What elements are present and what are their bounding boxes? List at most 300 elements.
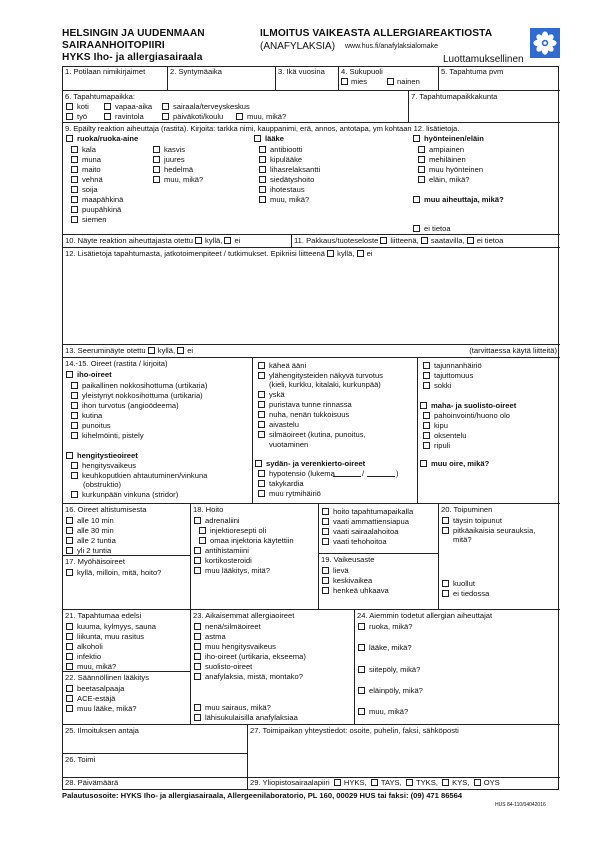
field-sample-taken: 10. Näyte reaktion aiheuttajasta otettu kyllä, ei: [63, 235, 292, 248]
label-skin-1: paikallinen nokkosihottuma (urtikaria): [82, 381, 208, 390]
label-food-3: maito: [82, 165, 101, 174]
label-prev-8: lähisukulaisilla anafylaksiaa: [205, 713, 298, 722]
label-food-11: hedelmä: [164, 165, 194, 174]
checkbox-cardio-1[interactable]: [258, 470, 265, 477]
checkbox-found-3[interactable]: [358, 666, 365, 673]
label-pre-2: liikunta, muu rasitus: [77, 632, 145, 641]
checkbox-serum-yes[interactable]: [148, 347, 155, 354]
section-onset: [63, 504, 191, 556]
label-resp-2: keuhkoputkien ahtautuminen/vinkuna: [82, 471, 208, 480]
checkbox-airway-5[interactable]: [258, 411, 265, 418]
label-airway-6: aivastelu: [269, 420, 299, 429]
label-onset-2: alle 30 min: [77, 526, 114, 535]
checkbox-skin-4[interactable]: [71, 412, 78, 419]
checkbox-food-2[interactable]: [71, 156, 78, 163]
label-previous-symptoms: 23. Aikaisemmat allergiaoireet: [193, 611, 295, 620]
checkbox-package-available[interactable]: [421, 237, 428, 244]
checkbox-drug-2[interactable]: [259, 156, 266, 163]
label-cardio: sydän- ja verenkierto-oireet: [266, 459, 366, 468]
checkbox-airway-4[interactable]: [258, 401, 265, 408]
checkbox-pre-4[interactable]: [66, 653, 73, 660]
org-name-line2: SAIRAANHOITOPIIRI: [62, 40, 165, 51]
checkbox-oys[interactable]: [474, 779, 481, 786]
label-gi-4: ripuli: [434, 441, 451, 450]
label-serum-yes: kyllä: [157, 346, 173, 355]
field-event-place: [63, 91, 409, 123]
label-leisure: vapaa-aika: [115, 102, 153, 111]
checkbox-tyks[interactable]: [406, 779, 413, 786]
checkbox-drug[interactable]: [254, 135, 261, 142]
label-gi-1: pahoinvointi/huono olo: [434, 411, 511, 420]
checkbox-skin[interactable]: [66, 371, 73, 378]
checkbox-pre-2[interactable]: [66, 633, 73, 640]
checkbox-food-10[interactable]: [153, 156, 160, 163]
field-municipality[interactable]: [409, 91, 560, 123]
checkbox-treat-3[interactable]: [199, 537, 206, 544]
checkbox-airway-7[interactable]: [258, 431, 265, 438]
checkbox-recovery-3[interactable]: [442, 580, 449, 587]
label-pre-1: kuuma, kylmyys, sauna: [77, 622, 156, 631]
checkbox-skin-6[interactable]: [71, 432, 78, 439]
checkbox-airway-1[interactable]: [258, 362, 265, 369]
checkbox-insect-3[interactable]: [418, 166, 425, 173]
checkbox-resp[interactable]: [66, 452, 73, 459]
label-recovery-1: täysin toipunut: [453, 516, 502, 525]
label-cns-3: sokki: [434, 381, 452, 390]
checkbox-insect-2[interactable]: [418, 156, 425, 163]
label-cardio-2: takykardia: [269, 479, 304, 488]
checkbox-insect[interactable]: [413, 135, 420, 142]
label-place-other: muu, mikä?: [247, 112, 287, 121]
label-food-10: juures: [164, 155, 185, 164]
label-serum-sample: 13. Seeruminäyte otettu: [65, 346, 146, 355]
checkbox-resp-1[interactable]: [71, 462, 78, 469]
field-serum-sample: 13. Seeruminäyte otettu kyllä, ei (tarvittaessa käytä liitteitä): [63, 345, 560, 358]
label-skin-2: yleistynyt nokkosihottuma (urtikaria): [82, 391, 203, 400]
checkbox-prev-7[interactable]: [194, 704, 201, 711]
checkbox-med-3[interactable]: [66, 705, 73, 712]
label-drug-1: antibiootti: [270, 145, 303, 154]
checkbox-food[interactable]: [66, 135, 73, 142]
form-code: HUS 84-110/04042016: [495, 802, 546, 808]
checkbox-food-12[interactable]: [153, 176, 160, 183]
checkbox-med-1[interactable]: [66, 685, 73, 692]
label-hyks: HYKS,: [343, 778, 367, 787]
checkbox-other-symptom[interactable]: [420, 460, 427, 467]
checkbox-airway-6[interactable]: [258, 421, 265, 428]
label-prev-4: iho-oireet (urtikaria, ekseema): [205, 652, 306, 661]
label-airway-4: puristava tunne rinnassa: [269, 400, 352, 409]
checkbox-drug-6[interactable]: [259, 196, 266, 203]
section-regular-medication: [63, 672, 191, 725]
checkbox-onset-1[interactable]: [66, 517, 73, 524]
checkbox-recovery-1[interactable]: [442, 517, 449, 524]
section-known-allergens: [355, 610, 560, 725]
label-resp-1: hengitysvaikeus: [82, 461, 137, 470]
section-symptoms-cns-gi: [418, 358, 560, 504]
label-food-4: vehnä: [82, 175, 103, 184]
label-kys: KYS,: [452, 778, 470, 787]
checkbox-gi-1[interactable]: [423, 412, 430, 419]
label-onset: 16. Oireet altistumisesta: [65, 505, 147, 514]
label-tyks: TYKS,: [415, 778, 438, 787]
label-sample-taken: 10. Näyte reaktion aiheuttajasta otettu: [65, 236, 193, 245]
label-male: mies: [351, 77, 368, 86]
label-resp-sub: (obstruktio): [83, 480, 121, 489]
checkbox-treat-6[interactable]: [194, 567, 201, 574]
section-treatment: [191, 504, 319, 610]
label-insect-1: ampiainen: [429, 145, 465, 154]
checkbox-pre-3[interactable]: [66, 643, 73, 650]
label-skin-4: kutina: [82, 411, 103, 420]
checkbox-skin-3[interactable]: [71, 402, 78, 409]
label-care-2: vaati ammattiensiapua: [333, 517, 409, 526]
label-regular-medication: 22. Säännöllinen lääkitys: [65, 673, 150, 682]
label-food-2: muna: [82, 155, 101, 164]
label-prev-7: muu sairaus, mikä?: [205, 703, 271, 712]
allergy-report-form: [62, 66, 559, 790]
label-care-4: vaati tehohoitoa: [333, 537, 387, 546]
checkbox-drug-5[interactable]: [259, 186, 266, 193]
checkbox-cardio-2[interactable]: [258, 480, 265, 487]
checkbox-pre-1[interactable]: [66, 623, 73, 630]
section-symptoms-airway-cardio: [253, 358, 418, 504]
bp-diastolic-blank[interactable]: [367, 476, 395, 477]
label-pre-3: alkoholi: [77, 642, 103, 651]
checkbox-home[interactable]: [66, 103, 73, 110]
label-insect-2: mehiläinen: [429, 155, 466, 164]
checkbox-food-11[interactable]: [153, 166, 160, 173]
return-address: Palautusosoite: HYKS Iho- ja allergiasairaala, Allergeenilaboratorio, PL 160, 00029 HUS tai faksi: (09) 471 86564: [62, 791, 463, 800]
checkbox-severity-1[interactable]: [322, 567, 329, 574]
label-gi-2: kipu: [434, 421, 448, 430]
checkbox-care-1[interactable]: [322, 508, 329, 515]
label-treat-5: kortikosteroidi: [205, 556, 252, 565]
checkbox-drug-1[interactable]: [259, 146, 266, 153]
checkbox-daycare[interactable]: [162, 113, 169, 120]
checkbox-care-4[interactable]: [322, 538, 329, 545]
checkbox-work[interactable]: [66, 113, 73, 120]
checkbox-kys[interactable]: [442, 779, 449, 786]
label-birth-date: 2. Syntymäaika: [170, 67, 222, 76]
label-found-2: lääke, mikä?: [369, 643, 412, 652]
checkbox-insect-4[interactable]: [418, 176, 425, 183]
checkbox-cause-unknown[interactable]: [413, 225, 420, 232]
checkbox-prev-5[interactable]: [194, 663, 201, 670]
checkbox-skin-2[interactable]: [71, 392, 78, 399]
checkbox-food-6[interactable]: [71, 196, 78, 203]
label-drug: lääke: [265, 134, 285, 143]
label-food-9: kasvis: [164, 145, 186, 154]
label-cns-1: tajunnanhäiriö: [434, 361, 482, 370]
label-prev-6: anafylaksia, mistä, montako?: [205, 672, 303, 681]
checkbox-sample-yes[interactable]: [195, 237, 202, 244]
form-subtitle: (ANAFYLAKSIA): [260, 41, 336, 52]
checkbox-treat-1[interactable]: [194, 517, 201, 524]
checkbox-food-4[interactable]: [71, 176, 78, 183]
label-late-symptoms: 17. Myöhäisoireet: [65, 557, 125, 566]
checkbox-med-2[interactable]: [66, 695, 73, 702]
checkbox-skin-1[interactable]: [71, 382, 78, 389]
label-food: ruoka/ruoka-aine: [77, 134, 139, 143]
label-food-6: maapähkinä: [82, 195, 124, 204]
label-municipality: 7. Tapahtumapaikkakunta: [411, 92, 498, 101]
checkbox-gi-4[interactable]: [423, 442, 430, 449]
label-cardio-1: hypotensio (lukema: [269, 469, 335, 478]
checkbox-cns-1[interactable]: [423, 362, 430, 369]
checkbox-recovery-4[interactable]: [442, 590, 449, 597]
checkbox-hospital[interactable]: [162, 103, 169, 110]
checkbox-recovery-2[interactable]: [442, 527, 449, 534]
label-female: nainen: [397, 77, 420, 86]
label-found-5: muu, mikä?: [369, 707, 409, 716]
label-reporter: 25. Ilmoituksen antaja: [65, 726, 139, 735]
label-prev-5: suolisto-oireet: [205, 662, 253, 671]
section-suspected-cause: [63, 123, 560, 235]
label-cause-unknown: ei tietoa: [424, 224, 451, 233]
bp-close-paren: ): [396, 469, 399, 478]
label-symptoms: 14.-15. Oireet (rastita / kirjoita): [65, 359, 168, 368]
label-airway-7: silmäoireet (kutina, punoitus,: [269, 430, 366, 439]
label-preceded-by: 21. Tapahtumaa edelsi: [65, 611, 142, 620]
checkbox-late-yes[interactable]: [66, 569, 73, 576]
label-med-2: ACE-estäjä: [77, 694, 116, 703]
checkbox-epicrisis-yes[interactable]: [327, 250, 334, 257]
checkbox-gi[interactable]: [420, 402, 427, 409]
label-tays: TAYS,: [380, 778, 402, 787]
checkbox-resp-2[interactable]: [71, 472, 78, 479]
label-med-1: beetasalpaaja: [77, 684, 125, 693]
checkbox-leisure[interactable]: [104, 103, 111, 110]
checkbox-other-cause[interactable]: [413, 196, 420, 203]
checkbox-hyks[interactable]: [334, 779, 341, 786]
label-airway-5: nuha, nenän tukkoisuus: [269, 410, 350, 419]
form-url[interactable]: www.hus.fi/anafylaksialomake: [345, 43, 438, 50]
checkbox-female[interactable]: [387, 78, 394, 85]
checkbox-found-2[interactable]: [358, 644, 365, 651]
checkbox-prev-1[interactable]: [194, 623, 201, 630]
bp-systolic-blank[interactable]: [333, 476, 361, 477]
label-food-5: soija: [82, 185, 98, 194]
label-recovery-2: pitkäaikaisia seurauksia,: [453, 526, 536, 535]
label-severity-3: henkeä uhkaava: [333, 586, 389, 595]
checkbox-care-2[interactable]: [322, 518, 329, 525]
field-birth-date[interactable]: [168, 67, 276, 91]
field-reporter[interactable]: [63, 725, 248, 754]
label-epicrisis-yes: kyllä: [337, 249, 353, 258]
checkbox-package-attached[interactable]: [380, 237, 387, 244]
field-workplace-contact[interactable]: [248, 725, 560, 778]
label-treat-1: adrenaliini: [205, 516, 240, 525]
label-prev-2: astma: [205, 632, 226, 641]
field-sex: [339, 67, 439, 91]
label-care-3: vaati sairaalahoitoa: [333, 527, 399, 536]
checkbox-tays[interactable]: [371, 779, 378, 786]
checkbox-cns-3[interactable]: [423, 382, 430, 389]
label-drug-5: ihotestaus: [270, 185, 305, 194]
label-restaurant: ravintola: [115, 112, 144, 121]
label-resp: hengitystieoireet: [77, 451, 138, 460]
label-recovery-4: ei tiedossa: [453, 589, 490, 598]
checkbox-food-9[interactable]: [153, 146, 160, 153]
section-care-level: [319, 504, 439, 554]
checkbox-prev-8[interactable]: [194, 714, 201, 721]
checkbox-treat-2[interactable]: [199, 527, 206, 534]
label-eye-sub: vuotaminen: [269, 440, 309, 449]
label-onset-3: alle 2 tuntia: [77, 536, 116, 545]
label-treatment: 18. Hoito: [193, 505, 224, 514]
label-severity-1: lievä: [333, 566, 349, 575]
label-recovery-sub: mitä?: [453, 535, 472, 544]
section-late-symptoms: [63, 556, 191, 610]
checkbox-resp-3[interactable]: [71, 491, 78, 498]
label-food-12: muu, mikä?: [164, 175, 204, 184]
checkbox-food-1[interactable]: [71, 146, 78, 153]
checkbox-onset-3[interactable]: [66, 537, 73, 544]
checkbox-place-other[interactable]: [236, 113, 243, 120]
checkbox-food-5[interactable]: [71, 186, 78, 193]
label-insect-4: eläin, mikä?: [429, 175, 470, 184]
field-package-label: 11. Pakkaus/tuoteseloste liitteenä, saatavilla, ei tietoa: [292, 235, 560, 248]
field-additional-info[interactable]: 12. Lisätietoja tapahtumasta, jatkotoimenpiteet / tutkimukset. Epikriisi liitteenä kyllä, ei: [63, 248, 560, 345]
label-pre-5: muu, mikä?: [77, 662, 117, 671]
section-symptoms-skin-resp: [63, 358, 253, 504]
label-epicrisis-no: ei: [366, 249, 373, 258]
label-airway-sub: (kieli, kurkku, kitalaki, kurkunpää): [269, 380, 381, 389]
section-recovery: [439, 504, 560, 610]
label-serum-no: ei: [187, 346, 194, 355]
field-university-district: [248, 778, 560, 790]
field-date[interactable]: [63, 778, 248, 790]
checkbox-serum-no[interactable]: [177, 347, 184, 354]
org-name-line1: HELSINGIN JA UUDENMAAN: [62, 28, 205, 39]
checkbox-epicrisis-no[interactable]: [357, 250, 364, 257]
checkbox-cardio[interactable]: [255, 460, 262, 467]
confidential-label: Luottamuksellinen: [443, 54, 524, 65]
checkbox-airway-3[interactable]: [258, 391, 265, 398]
label-workplace-contact: 27. Toimipaikan yhteystiedot: osoite, puhelin, faksi, sähköposti: [250, 726, 459, 735]
label-recovery-3: kuollut: [453, 579, 475, 588]
label-treat-6: muu lääkitys, mitä?: [205, 566, 270, 575]
label-airway-3: yskä: [269, 390, 285, 399]
label-treat-4: antihistamiini: [205, 546, 249, 555]
label-treat-2: injektioresepti oli: [210, 526, 267, 535]
label-gi: maha- ja suolisto-oireet: [431, 401, 517, 410]
label-drug-2: kipulääke: [270, 155, 303, 164]
label-suspected-cause: 9. Epäilty reaktion aiheuttaja (rastita). Kirjoita: tarkka nimi, kauppanimi, erä, annos, antotapa, ym kohtaan 12. lisätietoja.: [65, 124, 460, 133]
checkbox-severity-3[interactable]: [322, 587, 329, 594]
label-food-7: puupähkinä: [82, 205, 122, 214]
label-event-place: 6. Tapahtumapaikka:: [65, 92, 135, 101]
checkbox-onset-4[interactable]: [66, 547, 73, 554]
checkbox-found-5[interactable]: [358, 708, 365, 715]
label-known-allergens: 24. Aiemmin todetut allergian aiheuttajat: [357, 611, 493, 620]
checkbox-prev-6[interactable]: [194, 673, 201, 680]
checkbox-restaurant[interactable]: [104, 113, 111, 120]
label-airway-1: käheä ääni: [269, 361, 307, 370]
checkbox-treat-5[interactable]: [194, 557, 201, 564]
label-position: 26. Toimi: [65, 755, 96, 764]
checkbox-cardio-3[interactable]: [258, 490, 265, 497]
label-daycare: päiväkoti/koulu: [173, 112, 224, 121]
checkbox-found-4[interactable]: [358, 687, 365, 694]
checkbox-drug-3[interactable]: [259, 166, 266, 173]
flower-logo-icon: [530, 28, 560, 58]
label-skin-6: kihelmöinti, pistely: [82, 431, 144, 440]
label-drug-6: muu, mikä?: [270, 195, 310, 204]
section-preceded-by: [63, 610, 191, 672]
field-position[interactable]: [63, 754, 248, 778]
label-drug-3: lihasrelaksantti: [270, 165, 321, 174]
checkbox-prev-4[interactable]: [194, 653, 201, 660]
field-age[interactable]: [276, 67, 339, 91]
label-home: koti: [77, 102, 89, 111]
label-package-attached: liitteenä: [390, 236, 417, 245]
label-cardio-3: muu rytmihäiriö: [269, 489, 321, 498]
label-found-3: siitepöly, mikä?: [369, 665, 421, 674]
checkbox-care-3[interactable]: [322, 528, 329, 535]
checkbox-package-no-info[interactable]: [467, 237, 474, 244]
org-name-line3: HYKS Iho- ja allergiasairaala: [62, 52, 203, 63]
label-skin-3: ihon turvotus (angioödeema): [82, 401, 179, 410]
checkbox-treat-4[interactable]: [194, 547, 201, 554]
label-date: 28. Päivämäärä: [65, 778, 119, 787]
field-patient-initials[interactable]: [63, 67, 168, 91]
checkbox-severity-2[interactable]: [322, 577, 329, 584]
label-pre-4: infektio: [77, 652, 102, 661]
checkbox-airway-2[interactable]: [258, 372, 265, 379]
section-severity: [319, 554, 439, 610]
checkbox-gi-2[interactable]: [423, 422, 430, 429]
label-university-district: 29. Yliopistosairaalapiiri: [250, 778, 330, 787]
label-care-1: hoito tapahtumapaikalla: [333, 507, 414, 516]
checkbox-food-7[interactable]: [71, 206, 78, 213]
checkbox-cns-2[interactable]: [423, 372, 430, 379]
checkbox-skin-5[interactable]: [71, 422, 78, 429]
label-food-8: siemen: [82, 215, 107, 224]
label-onset-1: alle 10 min: [77, 516, 114, 525]
label-package-available: saatavilla: [430, 236, 463, 245]
checkbox-sample-no[interactable]: [224, 237, 231, 244]
label-skin-5: punoitus: [82, 421, 111, 430]
checkbox-insect-1[interactable]: [418, 146, 425, 153]
label-drug-4: siedätyshoito: [270, 175, 315, 184]
label-other-cause: muu aiheuttaja, mikä?: [424, 195, 504, 204]
label-hospital: sairaala/terveyskeskus: [173, 102, 250, 111]
label-additional-info: 12. Lisätietoja tapahtumasta, jatkotoimenpiteet / tutkimukset. Epikriisi liitteenä: [65, 249, 326, 258]
checkbox-prev-2[interactable]: [194, 633, 201, 640]
checkbox-prev-3[interactable]: [194, 643, 201, 650]
label-skin: iho-oireet: [77, 370, 112, 379]
checkbox-gi-3[interactable]: [423, 432, 430, 439]
label-sex: 4. Sukupuoli: [341, 67, 383, 76]
checkbox-food-8[interactable]: [71, 216, 78, 223]
label-found-4: eläinpöly, mikä?: [369, 686, 423, 695]
checkbox-food-3[interactable]: [71, 166, 78, 173]
checkbox-onset-2[interactable]: [66, 527, 73, 534]
label-age: 3. Ikä vuosina: [278, 67, 325, 76]
checkbox-pre-5[interactable]: [66, 663, 73, 670]
field-event-date[interactable]: [439, 67, 560, 91]
checkbox-drug-4[interactable]: [259, 176, 266, 183]
checkbox-found-1[interactable]: [358, 623, 365, 630]
label-sample-no: ei: [234, 236, 241, 245]
label-found-1: ruoka, mikä?: [369, 622, 413, 631]
label-late-yes: kyllä, milloin, mitä, hoito?: [77, 568, 162, 577]
label-treat-3: omaa injektoria käytettiin: [210, 536, 294, 545]
label-gi-3: oksentelu: [434, 431, 467, 440]
checkbox-male[interactable]: [341, 78, 348, 85]
